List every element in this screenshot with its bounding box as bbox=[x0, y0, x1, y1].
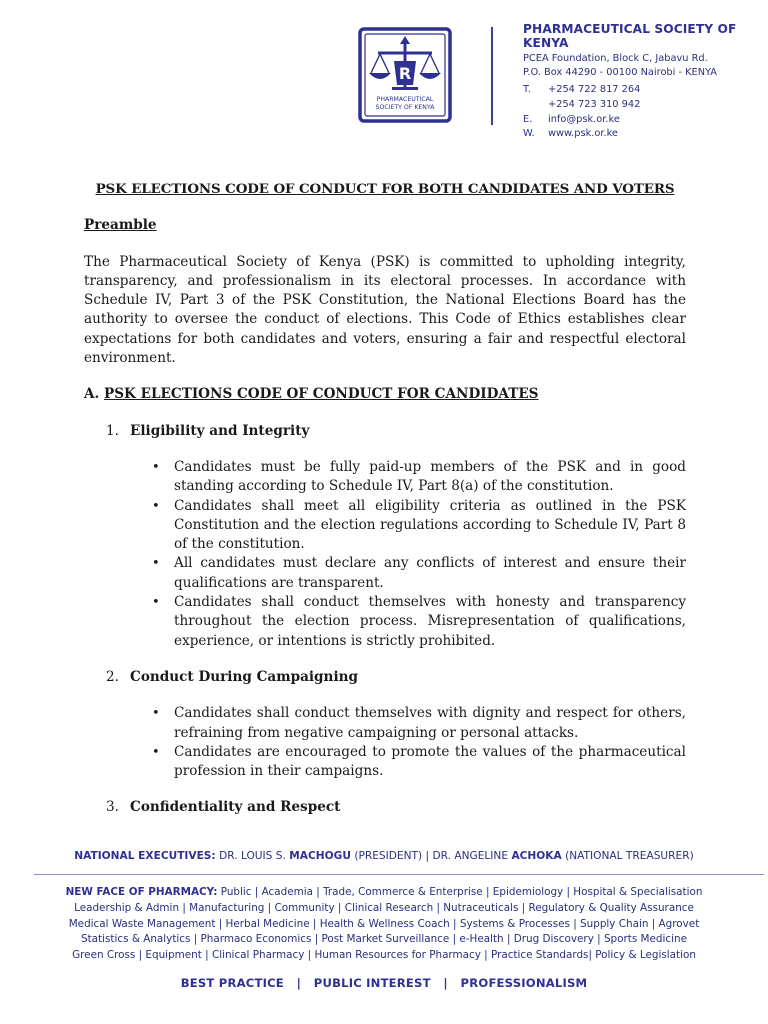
item-eligibility-heading: 1. Eligibility and Integrity bbox=[106, 422, 310, 439]
new-face-of-pharmacy-block bbox=[14, 885, 754, 964]
letterhead-contact-block bbox=[523, 22, 763, 142]
contact-website: W. www.psk.or.ke bbox=[523, 128, 618, 140]
section-a-heading: A. PSK ELECTIONS CODE OF CONDUCT FOR CANDIDATES bbox=[84, 386, 539, 403]
footer-divider bbox=[34, 874, 764, 875]
nfp-line-4: Statistics & Analytics | Pharmaco Economics | Post Market Surveillance | e-Health | Drug Discovery | Sports Medicine bbox=[81, 933, 687, 946]
logo-text-line1: PHARMACEUTICAL bbox=[376, 96, 434, 103]
motto: BEST PRACTICE | PUBLIC INTEREST | PROFESSIONALISM bbox=[180, 976, 588, 990]
list-item: • Candidates must be fully paid-up members of the PSK and in good standing according to Schedule IV, Part 8(a) of the constitution. bbox=[152, 458, 686, 495]
item-campaigning-heading: 2. Conduct During Campaigning bbox=[106, 668, 358, 685]
bullet-icon: • bbox=[152, 498, 160, 514]
nfp-line-1: NEW FACE OF PHARMACY: Public | Academia | Trade, Commerce & Enterprise | Epidemiology | Hospital & Specialisation bbox=[65, 886, 703, 898]
contact-phone-2: +254 723 310 942 bbox=[548, 98, 641, 110]
bullet-icon: • bbox=[152, 706, 160, 722]
item-campaigning-list bbox=[84, 704, 686, 781]
list-item: • All candidates must declare any conflicts of interest and ensure their qualifications are transparent. bbox=[152, 555, 686, 591]
list-item: • Candidates are encouraged to promote the values of the pharmaceutical profession in their campaigns. bbox=[152, 743, 686, 780]
bullet-icon: • bbox=[152, 595, 160, 611]
nfp-line-3: Medical Waste Management | Herbal Medicine | Health & Wellness Coach | Systems & Processes | Supply Chain | Agrovet bbox=[68, 917, 700, 930]
org-name: PHARMACEUTICAL SOCIETY OF KENYA bbox=[523, 22, 737, 50]
item-eligibility-list bbox=[84, 458, 686, 651]
psk-logo-icon bbox=[358, 27, 452, 123]
letterhead-divider bbox=[491, 27, 493, 125]
preamble-heading: Preamble bbox=[84, 217, 157, 234]
svg-text:R: R bbox=[398, 64, 412, 83]
address-line-2: P.O. Box 44290 - 00100 Nairobi - KENYA bbox=[523, 67, 718, 78]
nfp-line-2: Leadership & Admin | Manufacturing | Community | Clinical Research | Nutraceuticals | Regulatory & Quality Assurance bbox=[74, 901, 694, 914]
document-title: PSK ELECTIONS CODE OF CONDUCT FOR BOTH CANDIDATES AND VOTERS bbox=[95, 181, 675, 197]
contact-email: E. info@psk.or.ke bbox=[523, 113, 620, 125]
bullet-icon: • bbox=[152, 744, 160, 760]
preamble-text: The Pharmaceutical Society of Kenya (PSK) is committed to upholding integrity, transparency, and professionalism in its electoral processes. In accordance with Schedule IV, Part 3 of the PSK Constitution, the National Elections Board has the authority to oversee the conduct of elections. This Code of Ethics establishes clear expectations for both candidates and voters, ensuring a fair and respectful electoral environment. bbox=[84, 253, 686, 367]
logo-text-line2: SOCIETY OF KENYA bbox=[375, 104, 435, 111]
document-body bbox=[84, 180, 686, 835]
letterhead-footer bbox=[0, 850, 768, 990]
nfp-line-5: Green Cross | Equipment | Clinical Pharmacy | Human Resources for Pharmacy | Practice Standards| Policy & Legislation bbox=[72, 949, 696, 962]
list-item: • Candidates shall conduct themselves with honesty and transparency throughout the election process. Misrepresentation of qualifications, experience, or intentions is strictly prohibited. bbox=[152, 594, 686, 649]
bullet-icon: • bbox=[152, 459, 160, 475]
national-executives-line: NATIONAL EXECUTIVES: DR. LOUIS S. MACHOGU (PRESIDENT) | DR. ANGELINE ACHOKA (NATIONAL TREASURER) bbox=[74, 850, 694, 862]
list-item: • Candidates shall conduct themselves with dignity and respect for others, refraining from negative campaigning or personal attacks. bbox=[152, 705, 686, 741]
contact-phone-1: T. +254 722 817 264 bbox=[523, 84, 641, 95]
address-line-1: PCEA Foundation, Block C, Jabavu Rd. bbox=[523, 53, 708, 64]
item-confidentiality-heading: 3. Confidentiality and Respect bbox=[106, 799, 341, 816]
list-item: • Candidates shall meet all eligibility criteria as outlined in the PSK Constitution and the election regulations according to Schedule IV, Part 8 of the constitution. bbox=[152, 497, 686, 553]
bullet-icon: • bbox=[152, 556, 160, 572]
